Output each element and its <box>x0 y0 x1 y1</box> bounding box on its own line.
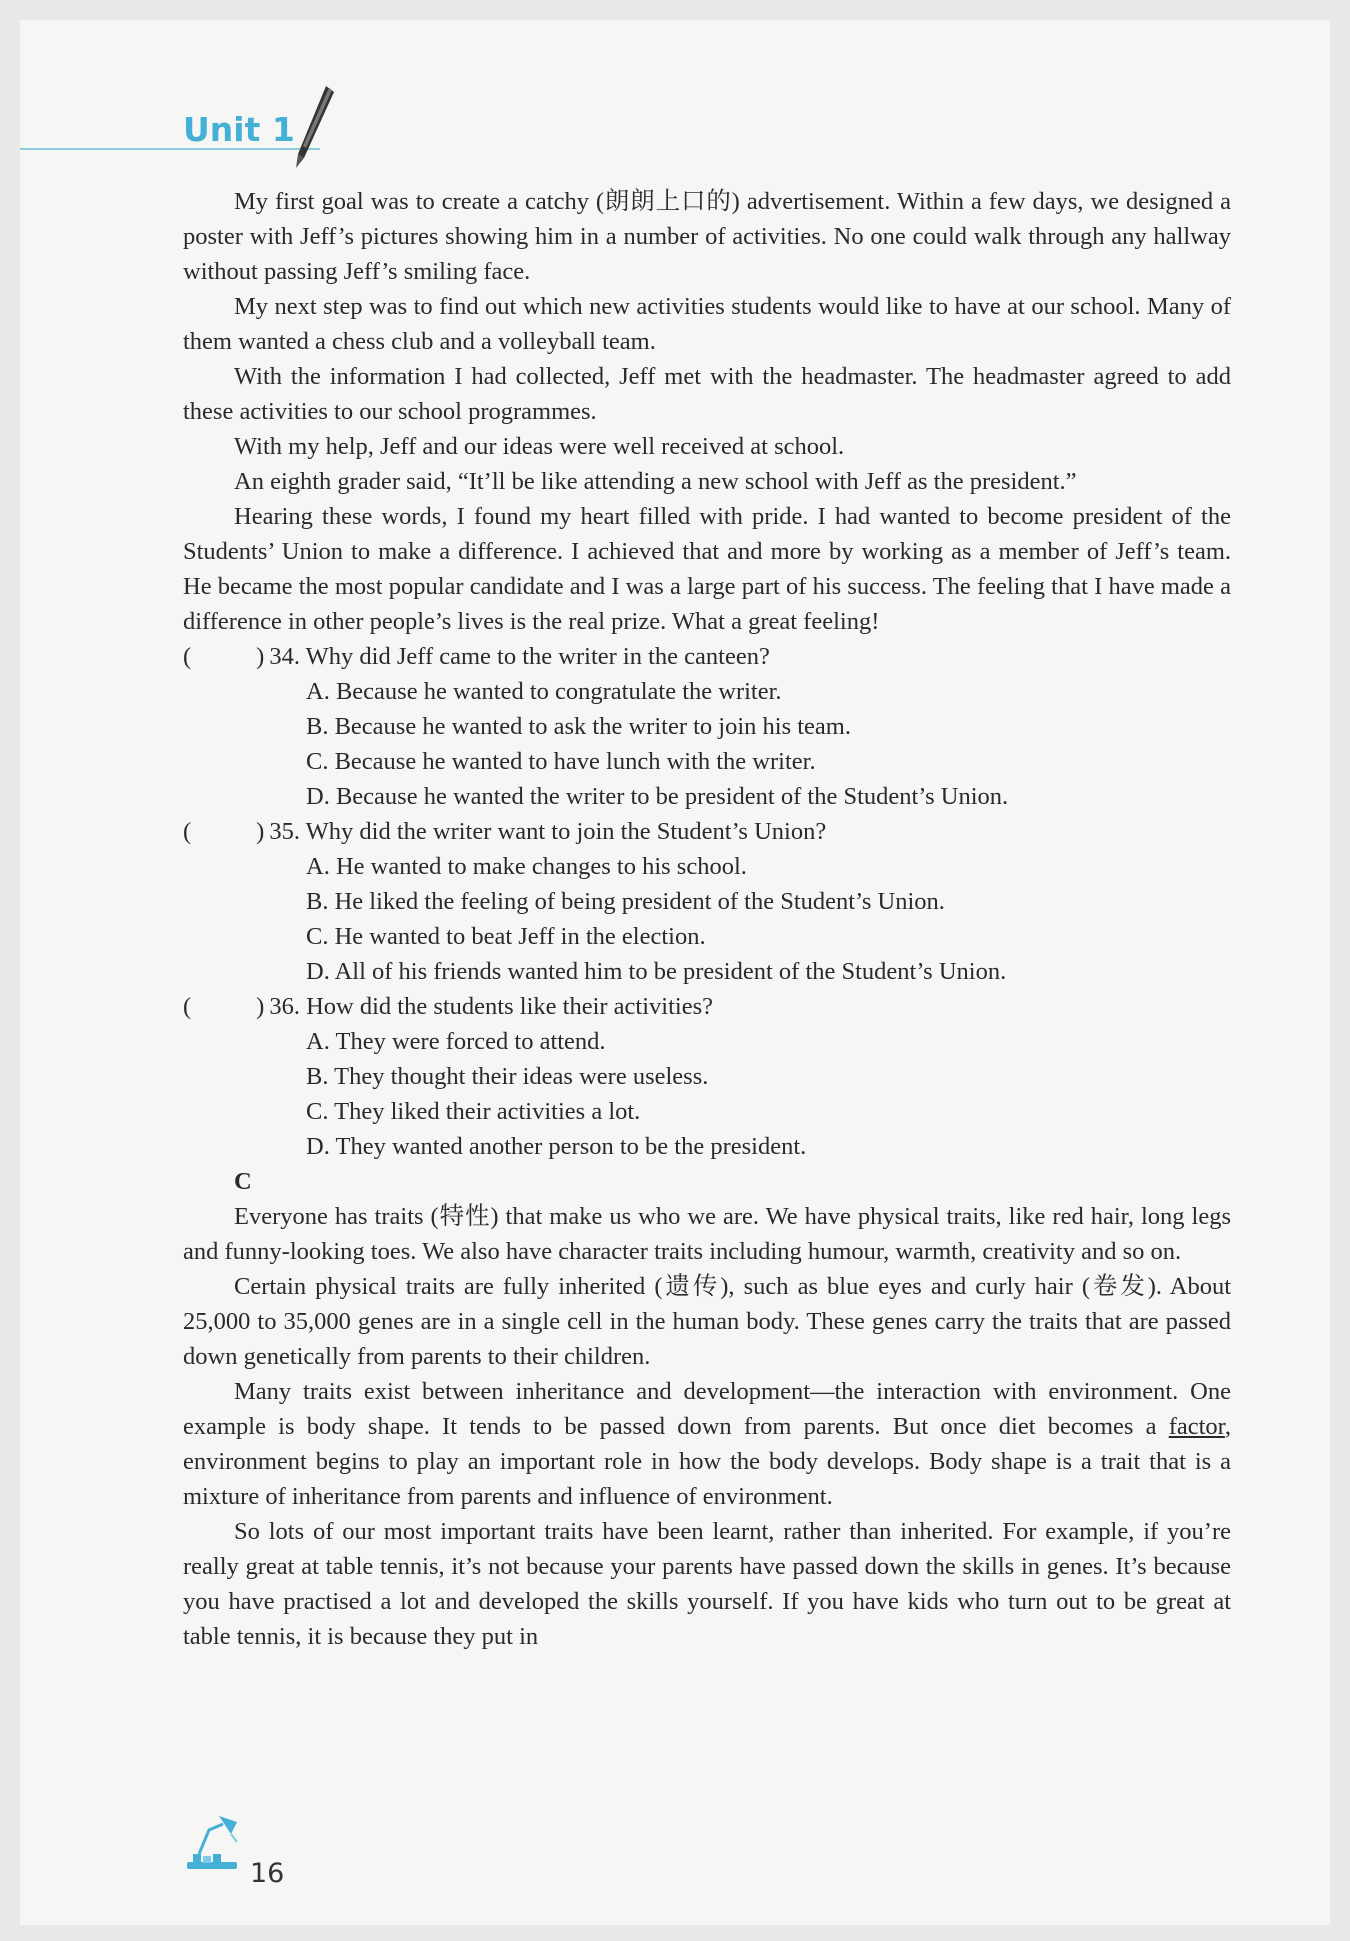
section-heading: C <box>234 1168 252 1195</box>
paragraph: With my help, Jeff and our ideas were well received at school. <box>234 433 845 460</box>
answer-paren-open: ( <box>183 643 192 670</box>
option: B. He liked the feeling of being president of the Student’s Union. <box>306 888 945 915</box>
question-35 <box>183 814 1231 849</box>
answer-paren-open: ( <box>183 993 192 1020</box>
option: D. All of his friends wanted him to be president of the Student’s Union. <box>306 958 1007 985</box>
option: B. Because he wanted to ask the writer to join his team. <box>306 713 851 740</box>
paragraph: My first goal was to create a catchy (朗朗上口的) advertisement. Within a few days, we designed a poster with Jeff’s pictures showing him in a number of activities. No one could walk through any hallway without passing Jeff’s smiling face. <box>183 188 1231 285</box>
option: B. They thought their ideas were useless. <box>306 1063 709 1090</box>
option: D. They wanted another person to be the president. <box>306 1133 807 1160</box>
option: A. He wanted to make changes to his school. <box>306 853 747 880</box>
option: D. Because he wanted the writer to be president of the Student’s Union. <box>306 783 1009 810</box>
page-number: 16 <box>250 1858 285 1889</box>
answer-paren-open: ( <box>183 818 192 845</box>
option: C. He wanted to beat Jeff in the election. <box>306 923 706 950</box>
paragraph: Everyone has traits (特性) that make us who we are. We have physical traits, like red hair, long legs and funny-looking toes. We also have character traits including humour, warmth, creativity and so on. <box>183 1203 1231 1265</box>
option: A. They were forced to attend. <box>306 1028 606 1055</box>
paragraph: My next step was to find out which new activities students would like to have at our school. Many of them wanted a chess club and a volleyball team. <box>183 293 1231 355</box>
option: C. Because he wanted to have lunch with the writer. <box>306 748 816 775</box>
answer-blank[interactable] <box>191 989 256 1024</box>
question-text: 34. Why did Jeff came to the writer in the canteen? <box>269 643 770 670</box>
paragraph: An eighth grader said, “It’ll be like attending a new school with Jeff as the president.” <box>234 468 1077 495</box>
question-text: 35. Why did the writer want to join the Student’s Union? <box>269 818 827 845</box>
answer-blank[interactable] <box>191 814 256 849</box>
answer-paren-close: ) <box>256 643 265 670</box>
reading-content <box>183 184 1231 1654</box>
paragraph-text: , environment begins to play an important role in how the body develops. Body shape is a trait that is a mixture of inheritance from parents and influence of environment. <box>183 1413 1231 1510</box>
option: C. They liked their activities a lot. <box>306 1098 641 1125</box>
paragraph: Hearing these words, I found my heart filled with pride. I had wanted to become president of the Students’ Union to make a difference. I achieved that and more by working as a member of Jeff’s team. He became the most popular candidate and I was a large part of his success. The feeling that I have made a difference in other people’s lives is the real prize. What a great feeling! <box>183 503 1231 635</box>
paragraph: So lots of our most important traits have been learnt, rather than inherited. For example, if you’re really great at table tennis, it’s not because your parents have passed down the skills in genes. It’s because you have practised a lot and developed the skills yourself. If you have kids who turn out to be great at table tennis, it is because they put in <box>183 1518 1231 1650</box>
answer-paren-close: ) <box>256 993 265 1020</box>
question-text: 36. How did the students like their activities? <box>269 993 713 1020</box>
paragraph-text: Many traits exist between inheritance and development—the interaction with environment. One example is body shape. It tends to be passed down from parents. But once diet becomes a <box>183 1378 1231 1440</box>
question-34 <box>183 639 1231 674</box>
unit-title: Unit 1 <box>183 110 295 149</box>
answer-blank[interactable] <box>191 639 256 674</box>
answer-paren-close: ) <box>256 818 265 845</box>
underlined-word: factor <box>1168 1413 1225 1440</box>
page <box>20 20 1330 1925</box>
paragraph: Certain physical traits are fully inherited (遗传), such as blue eyes and curly hair (卷发). About 25,000 to 35,000 genes are in a single cell in the human body. These genes carry the traits that are passed down genetically from parents to their children. <box>183 1273 1231 1370</box>
question-36 <box>183 989 1231 1024</box>
paragraph <box>183 1374 1231 1514</box>
desk-lamp-icon <box>183 1810 245 1872</box>
option: A. Because he wanted to congratulate the writer. <box>306 678 782 705</box>
pen-icon <box>288 82 338 172</box>
paragraph: With the information I had collected, Jeff met with the headmaster. The headmaster agreed to add these activities to our school programmes. <box>183 363 1231 425</box>
